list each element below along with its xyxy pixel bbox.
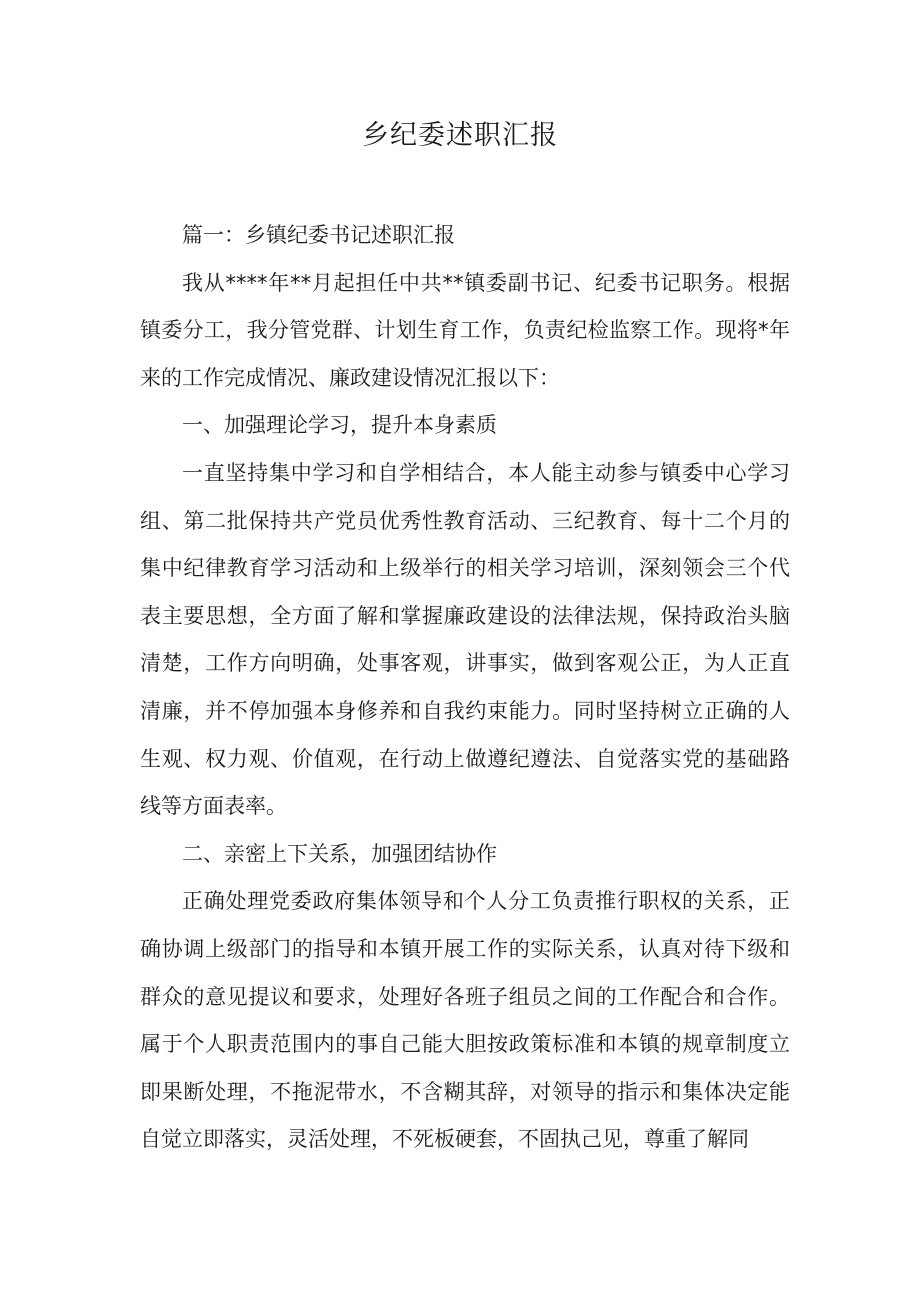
section-heading-article-one: 篇一：乡镇纪委书记述职汇报 [182, 223, 455, 247]
paragraph-intro: 我从****年**月起担任中共**镇委副书记、纪委书记职务。根据镇委分工，我分管党群、计划生育工作，负责纪检监察工作。现将*年来的工作完成情况、廉政建设情况汇报以下： [140, 270, 790, 390]
paragraph-relations: 正确处理党委政府集体领导和个人分工负责推行职权的关系，正确协调上级部门的指导和本镇开展工作的实际关系，认真对待下级和群众的意见提议和要求，处理好各班子组员之间的工作配合和合作。属于个人职责范围内的事自己能大胆按政策标准和本镇的规章制度立即果断处理，不拖泥带水，不含糊其辞，对领导的指示和集体决定能自觉立即落实，灵活处理，不死板硬套，不固执己见，尊重了解同 [140, 889, 790, 1152]
section-heading-theory-study: 一、加强理论学习，提升本身素质 [182, 413, 497, 438]
paragraph-theory-study: 一直坚持集中学习和自学相结合，本人能主动参与镇委中心学习组、第二批保持共产党员优秀性教育活动、三纪教育、每十二个月的集中纪律教育学习活动和上级举行的相关学习培训，深刻领会三个代表主要思想，全方面了解和掌握廉政建设的法律法规，保持政治头脑清楚，工作方向明确，处事客观，讲事实，做到客观公正，为人正直清廉，并不停加强本身修养和自我约束能力。同时坚持树立正确的人生观、权力观、价值观，在行动上做遵纪遵法、自觉落实党的基础路线等方面表率。 [140, 460, 790, 819]
document-title: 乡纪委述职汇报 [362, 120, 558, 151]
document-body [140, 212, 790, 1164]
section-heading-relations: 二、亲密上下关系，加强团结协作 [182, 841, 497, 866]
